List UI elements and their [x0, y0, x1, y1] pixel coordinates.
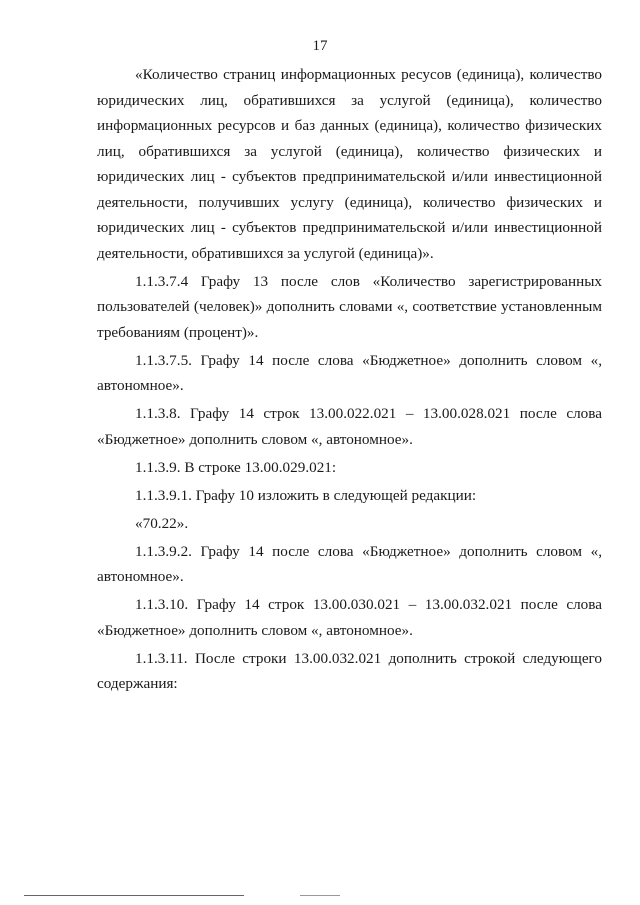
paragraph-1-1-3-7-4: 1.1.3.7.4 Графу 13 после слов «Количество зарегистрированных пользователей (человек)» дополнить словами «, соответствие установленным требованиям (процент)».	[97, 272, 602, 341]
paragraph-1-1-3-10: 1.1.3.10. Графу 14 строк 13.00.030.021 – 13.00.032.021 после слова «Бюджетное» дополнить словом «, автономное».	[97, 596, 602, 639]
paragraph-1-1-3-9-1: 1.1.3.9.1. Графу 10 изложить в следующей редакции:	[135, 486, 477, 504]
paragraph-quote-list: «Количество страниц информационных ресусов (единица), количество юридических лиц, обратившихся за услугой (единица), количество информационных ресурсов и баз данных (единица), количество физических лиц, обратившихся за услугой (единица), количество физических и юридических лиц - субъектов предпринимательской и/или инвестиционной деятельности, получивших услугу (единица), количество физических и юридических лиц - субъектов предпринимательской и/или инвестиционной деятельности, обратившихся за услугой (единица)».	[97, 66, 602, 262]
paragraph-1-1-3-8: 1.1.3.8. Графу 14 строк 13.00.022.021 – 13.00.028.021 после слова «Бюджетное» дополнить словом «, автономное».	[97, 405, 602, 448]
document-body	[97, 62, 602, 699]
paragraph-1-1-3-9-2: 1.1.3.9.2. Графу 14 после слова «Бюджетное» дополнить словом «, автономное».	[97, 542, 602, 585]
paragraph-1-1-3-9: 1.1.3.9. В строке 13.00.029.021:	[135, 458, 337, 476]
paragraph-1-1-3-7-5: 1.1.3.7.5. Графу 14 после слова «Бюджетное» дополнить словом «, автономное».	[97, 351, 602, 394]
paragraph-code-70-22: «70.22».	[135, 514, 189, 532]
paragraph-1-1-3-11: 1.1.3.11. После строки 13.00.032.021 дополнить строкой следующего содержания:	[97, 649, 602, 692]
page-number: 17	[312, 38, 328, 54]
footer-rule-short	[300, 895, 340, 896]
footer-rule	[24, 895, 244, 896]
